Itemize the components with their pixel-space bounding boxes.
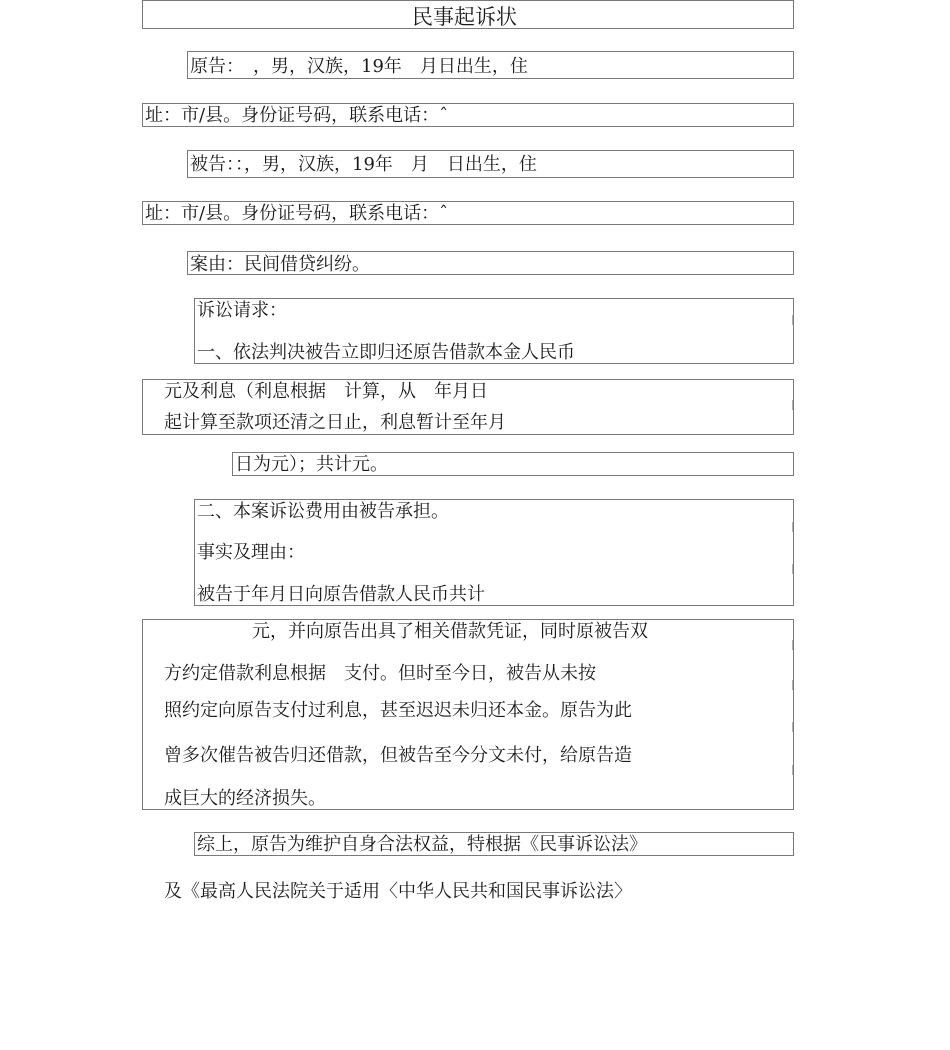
claim-1-line3: 起计算至款项还清之日止，利息暂计至年月 (164, 412, 506, 433)
margin-mark (792, 765, 793, 775)
facts-line2: 元，并向原告出具了相关借款凭证，同时原被告双 (252, 621, 648, 642)
claim-1-line2: 元及利息（利息根据 计算，从 年月日 (164, 381, 488, 402)
claim-1-line4: 日为元）；共计元。 (235, 454, 388, 475)
facts-heading: 事实及理由： (197, 542, 305, 563)
margin-mark (792, 400, 793, 410)
facts-line3: 方约定借款利息根据 支付。但时至今日，被告从未按 (164, 663, 596, 684)
claim-2: 二、本案诉讼费用由被告承担。 (197, 501, 449, 522)
plaintiff-line1: 原告： ，男，汉族，19年 月日出生，住 (190, 56, 528, 77)
margin-mark (792, 564, 793, 574)
margin-mark (792, 640, 793, 650)
claim-1-line1: 一、依法判决被告立即归还原告借款本金人民币 (197, 342, 575, 363)
margin-mark (792, 722, 793, 732)
margin-mark (792, 315, 793, 325)
conclusion-line2: 及《最高人民法院关于适用〈中华人民共和国民事诉讼法〉 (164, 881, 632, 902)
facts-line1: 被告于年月日向原告借款人民币共计 (197, 584, 485, 605)
margin-mark (792, 522, 793, 532)
claims-heading: 诉讼请求： (197, 300, 287, 321)
document-title: 民事起诉状 (412, 5, 517, 29)
cause-of-action: 案由：民间借贷纠纷。 (190, 254, 370, 275)
margin-mark (792, 680, 793, 690)
facts-line5: 曾多次催告被告归还借款，但被告至今分文未付，给原告造 (164, 745, 632, 766)
defendant-line1: 被告：：，男，汉族，19年 月 日出生，住 (190, 154, 537, 175)
conclusion-line1: 综上，原告为维护自身合法权益，特根据《民事诉讼法》 (197, 834, 647, 855)
facts-line6: 成巨大的经济损失。 (164, 788, 326, 809)
facts-line4: 照约定向原告支付过利息，甚至迟迟未归还本金。原告为此 (164, 700, 632, 721)
plaintiff-line2: 址：市/县。身份证号码，联系电话：ˆ (145, 105, 449, 126)
defendant-line2: 址：市/县。身份证号码，联系电话：ˆ (145, 203, 449, 224)
